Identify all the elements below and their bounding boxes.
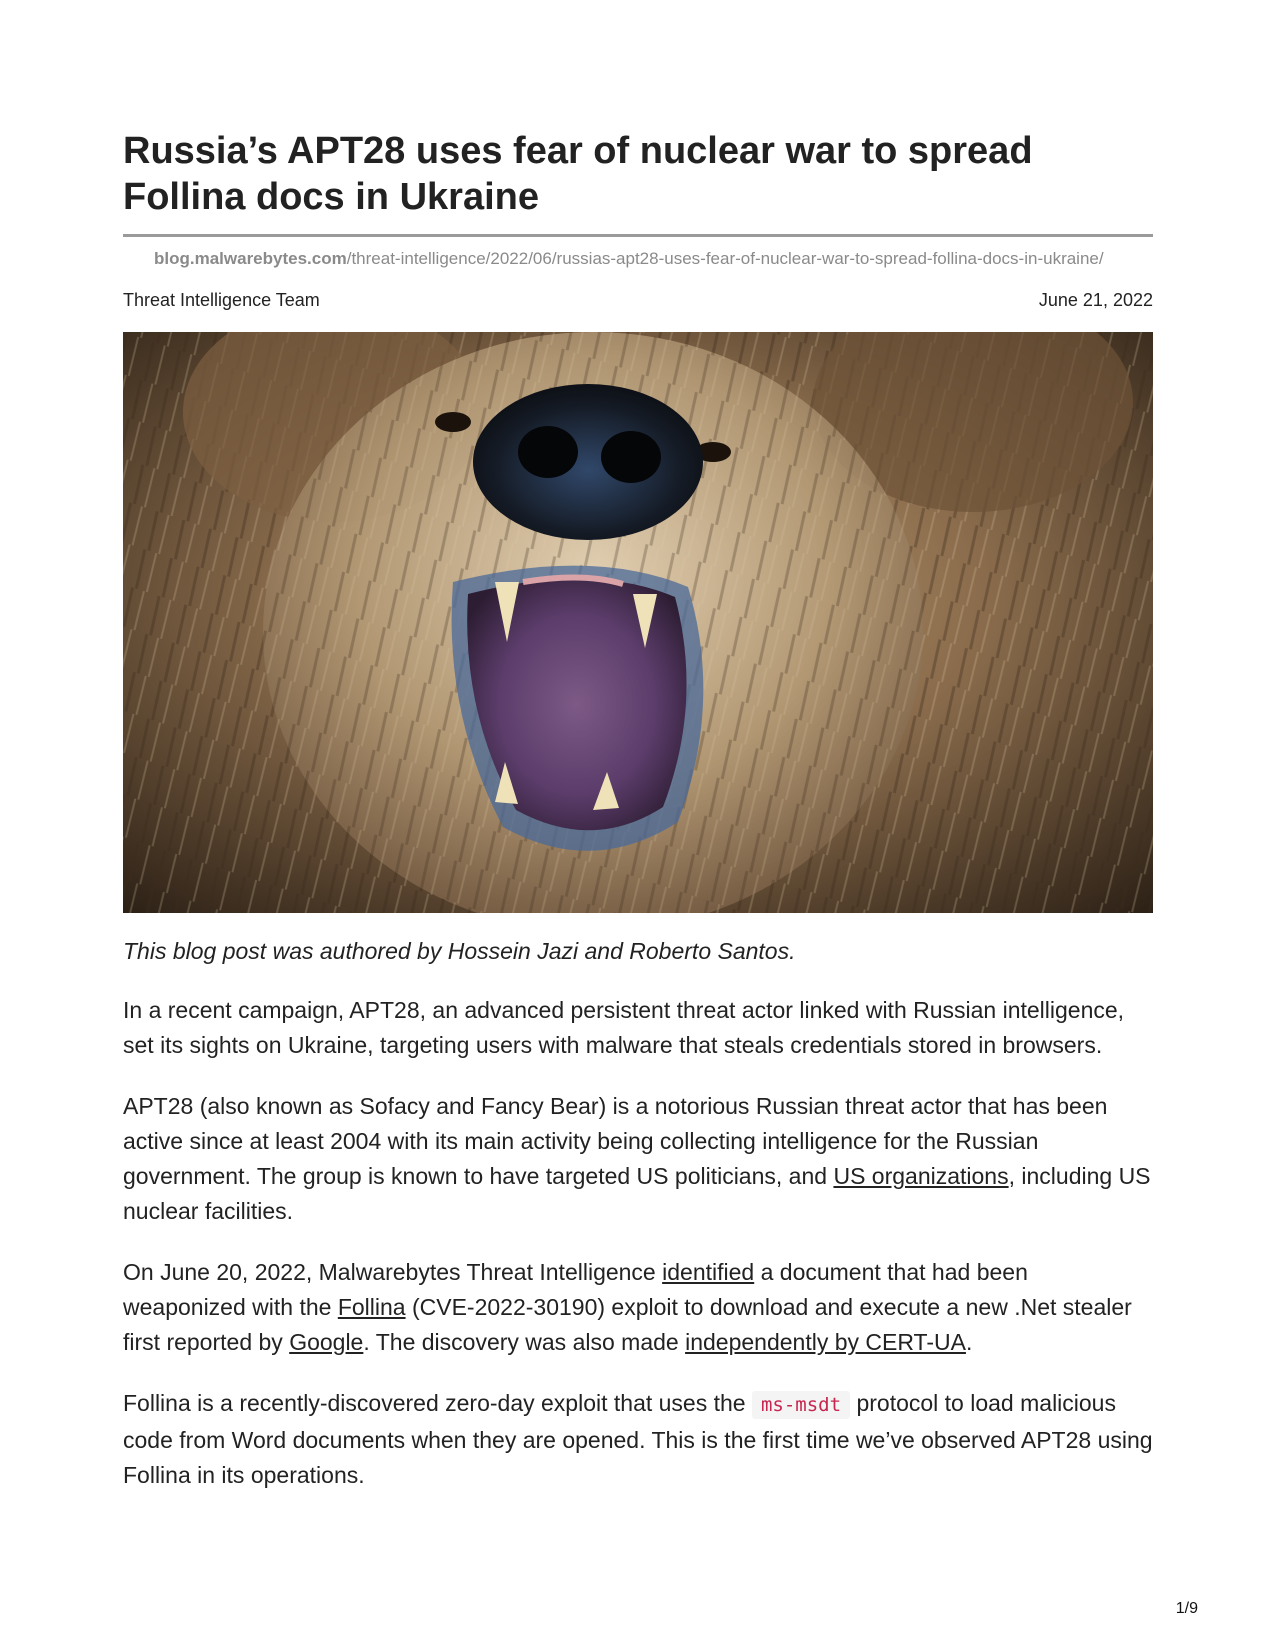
author-caption: This blog post was authored by Hossein Jazi and Roberto Santos. [123,938,796,964]
link-us-organizations[interactable]: US organizations [833,1163,1009,1189]
paragraph-apt28: APT28 (also known as Sofacy and Fancy Bear) is a notorious Russian threat actor that has been active since at least 2004 with its main activity being collecting intelligence for the Russian government. The group is known to have targeted US politicians, and US organizations, including US nuclear facilities. [123,1093,1151,1224]
paragraph-follina: Follina is a recently-discovered zero-day exploit that uses the ms-msdt protocol to load malicious code from Word documents when they are opened. This is the first time we’ve observed APT28 using Follina in its operations. [123,1390,1153,1488]
paragraph-discovery: On June 20, 2022, Malwarebytes Threat Intelligence identified a document that had been weaponized with the Follina (CVE-2022-30190) exploit to download and execute a new .Net stealer first reported by Google. The discovery was also made independently by CERT-UA. [123,1259,1132,1355]
link-cert-ua[interactable]: independently by CERT-UA [685,1329,966,1355]
link-google[interactable]: Google [289,1329,364,1355]
code-ms-msdt: ms-msdt [752,1391,850,1419]
source-path: /threat-intelligence/2022/06/russias-apt28-uses-fear-of-nuclear-war-to-spread-follina-docs-in-ukraine/ [346,249,1104,268]
link-identified[interactable]: identified [662,1259,755,1285]
link-follina[interactable]: Follina [337,1294,406,1320]
page-number: 1/9 [1175,1600,1198,1617]
title-divider [123,234,1153,237]
hero-image-bear [123,332,1153,913]
paragraph-intro: In a recent campaign, APT28, an advanced persistent threat actor linked with Russian intelligence, set its sights on Ukraine, targeting users with malware that steals credentials stored in browsers. [123,997,1125,1058]
author-name: Threat Intelligence Team [123,290,320,310]
publish-date: June 21, 2022 [1038,290,1153,310]
source-url[interactable] [123,247,1153,271]
source-domain: blog.malwarebytes.com [154,249,347,268]
article [123,128,1153,1493]
article-title: Russia’s APT28 uses fear of nuclear war to spread Follina docs in Ukraine [123,130,1033,218]
article-meta [123,289,1153,311]
